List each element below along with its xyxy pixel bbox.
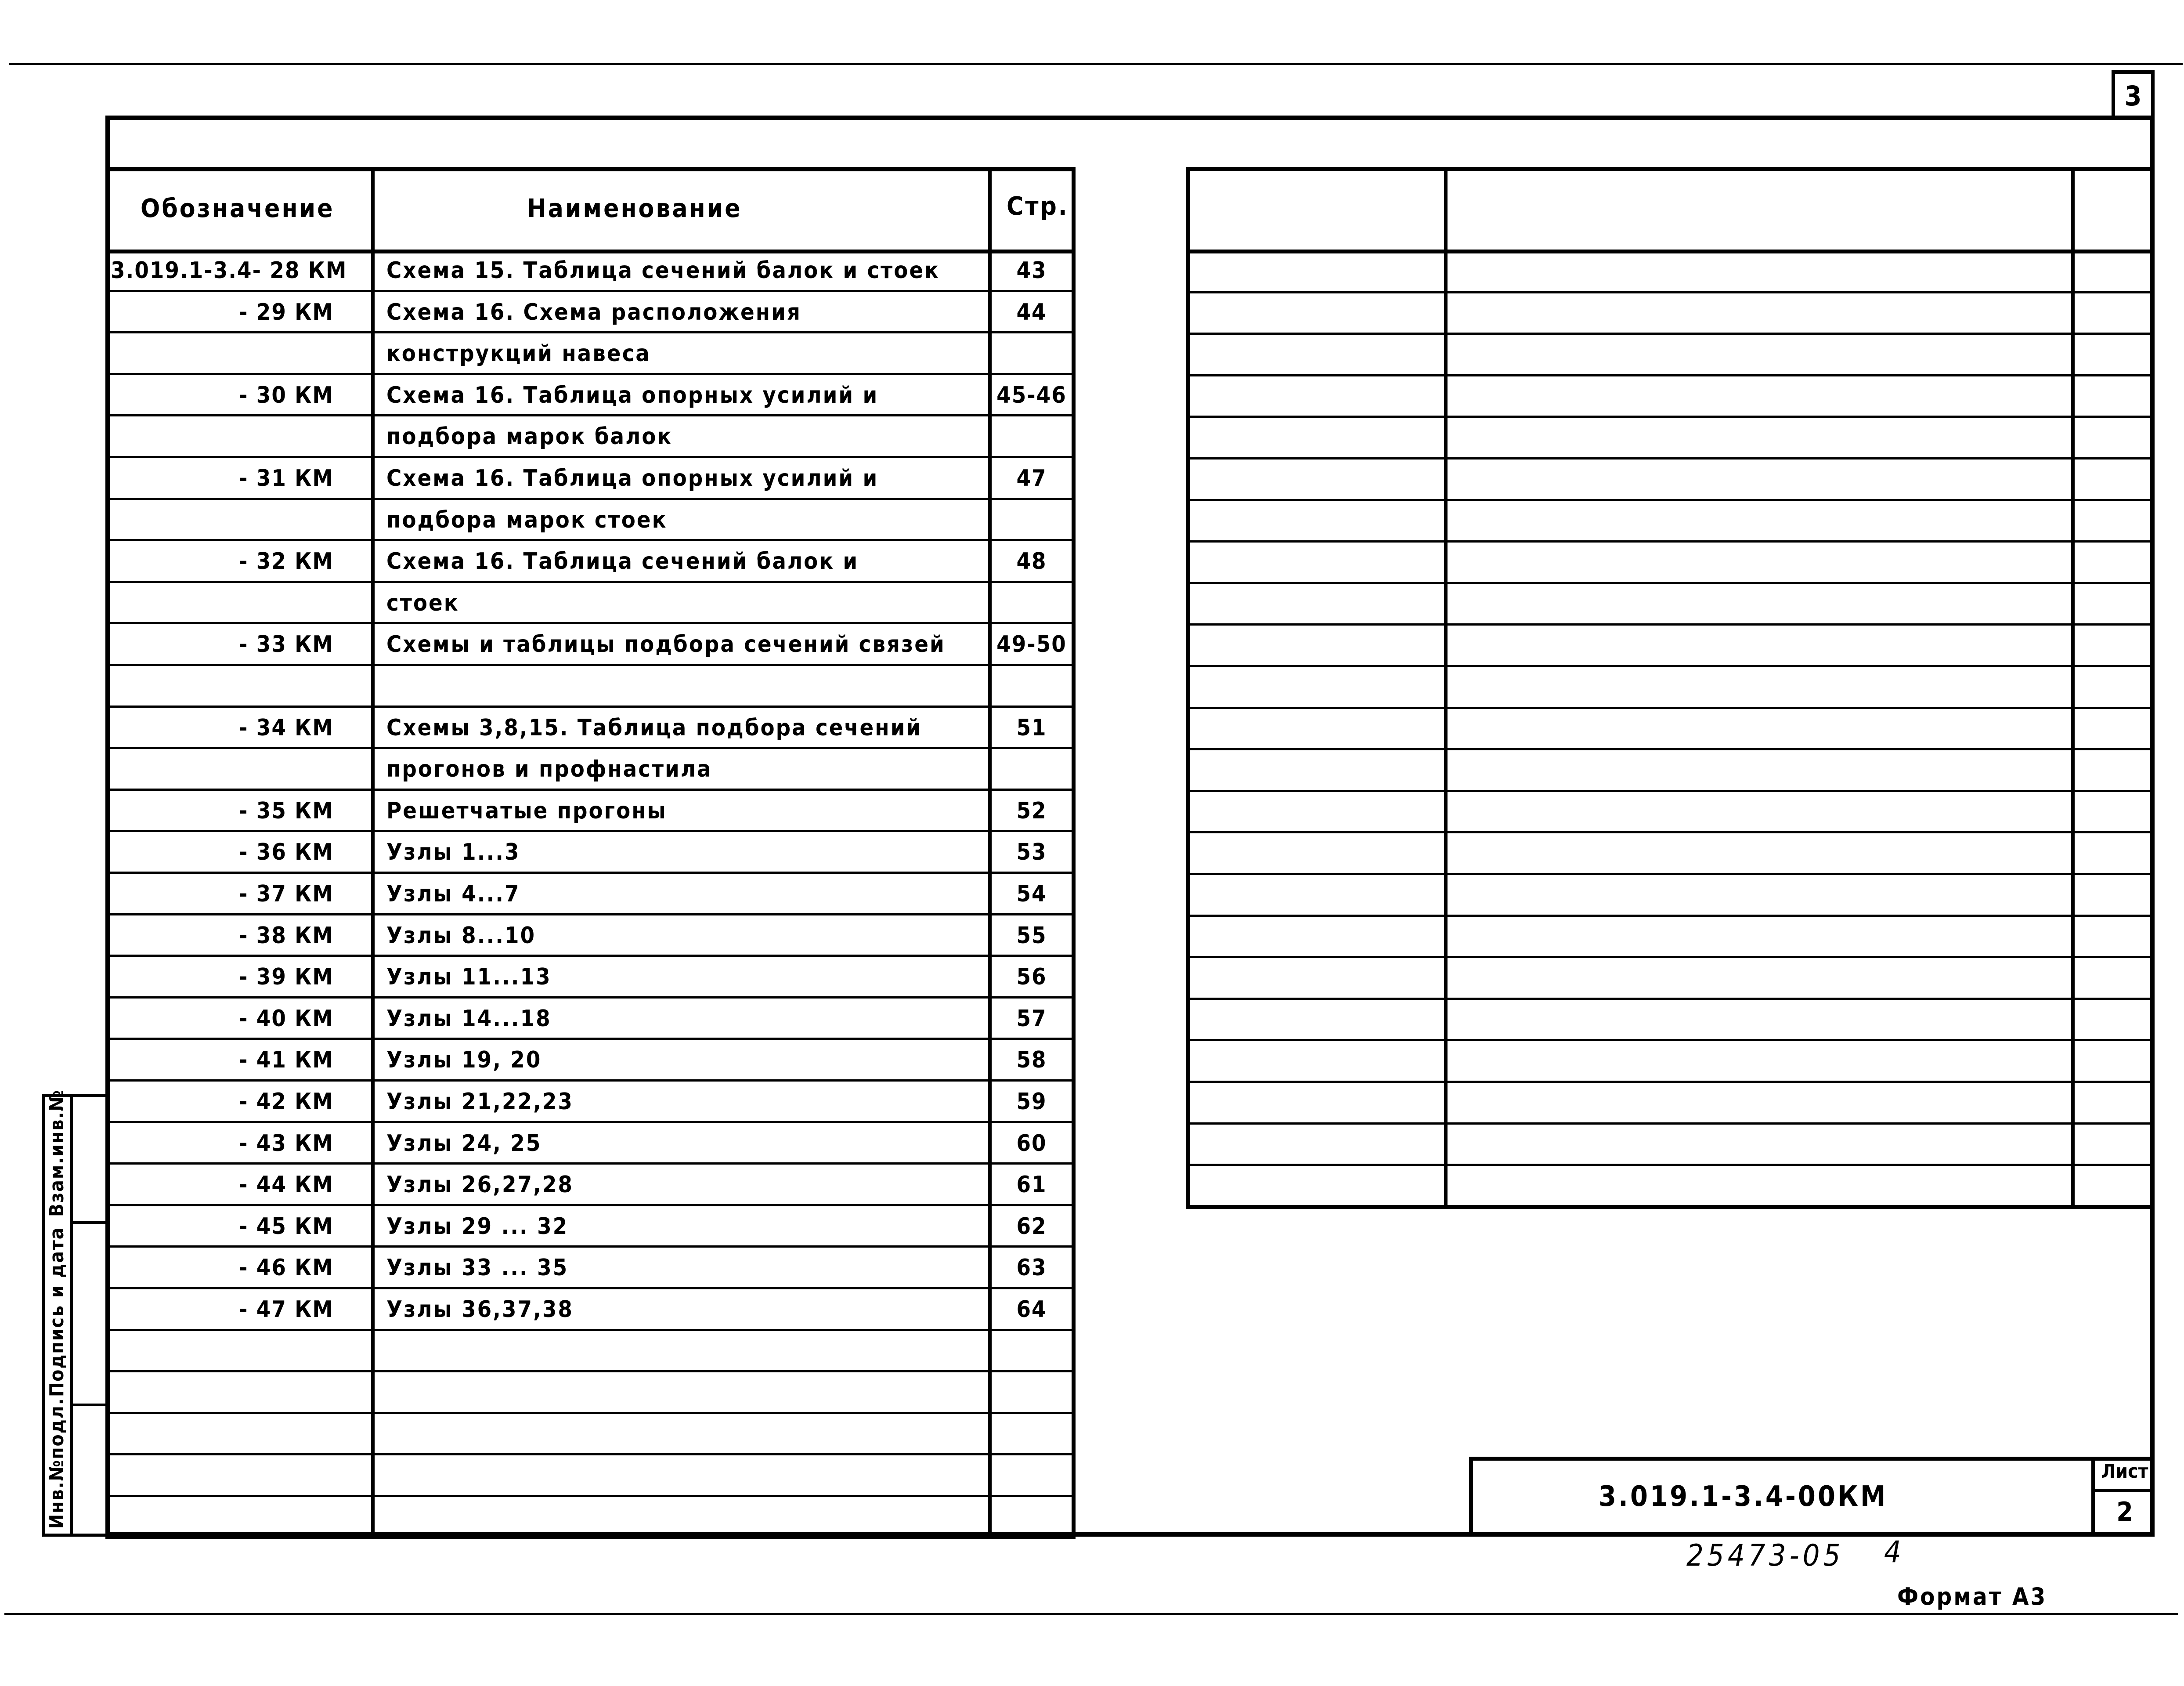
row-designation: - 32 КМ xyxy=(239,548,334,575)
row-name: Схемы 3,8,15. Таблица подбора сечений xyxy=(386,714,922,741)
row-name: Схема 15. Таблица сечений балок и стоек xyxy=(386,257,940,284)
header-designation: Обозначение xyxy=(141,193,335,223)
row-designation: - 39 КМ xyxy=(239,964,334,991)
row-page: 59 xyxy=(1016,1089,1047,1115)
row-name: Узлы 4...7 xyxy=(386,881,520,907)
row-page: 49-50 xyxy=(996,631,1067,658)
row-page: 51 xyxy=(1016,714,1047,741)
row-designation: - 44 КМ xyxy=(239,1172,334,1198)
row-page: 56 xyxy=(1016,964,1047,991)
row-name: Узлы 36,37,38 xyxy=(386,1296,574,1323)
row-designation: - 47 КМ xyxy=(239,1296,334,1323)
row-name: Узлы 19, 20 xyxy=(386,1047,542,1074)
doc-code: 3.019.1-3.4-00КМ xyxy=(1599,1480,1888,1513)
row-designation: - 43 КМ xyxy=(239,1130,334,1157)
header-page: Стр. xyxy=(1007,191,1069,221)
podpis-data-label: Подпись и дата xyxy=(46,1227,68,1397)
row-designation: - 35 КМ xyxy=(239,797,334,824)
sheet-number: 2 xyxy=(2116,1497,2133,1527)
row-name: Узлы 11...13 xyxy=(386,964,552,991)
row-designation: - 31 КМ xyxy=(239,465,334,492)
row-page: 48 xyxy=(1016,548,1047,575)
row-designation: - 37 КМ xyxy=(239,881,334,907)
handwritten-copy: 4 xyxy=(1884,1535,1901,1570)
row-name: прогонов и профнастила xyxy=(386,756,712,783)
row-designation: - 38 КМ xyxy=(239,922,334,949)
top-trim-line xyxy=(9,63,2183,65)
vzam-inv-label: Взам.инв.№ xyxy=(46,1089,68,1217)
row-designation: - 42 КМ xyxy=(239,1089,334,1115)
row-name: конструкций навеса xyxy=(386,340,651,367)
row-name: Узлы 24, 25 xyxy=(386,1130,542,1157)
row-designation: 3.019.1-3.4- 28 КМ xyxy=(111,257,347,284)
row-page: 47 xyxy=(1016,465,1047,492)
inv-podl-label: Инв.№подл. xyxy=(46,1397,68,1529)
sheet-label: Лист xyxy=(2101,1460,2148,1483)
row-page: 63 xyxy=(1016,1255,1047,1281)
row-page: 64 xyxy=(1016,1296,1047,1323)
corner-sheet-number: 3 xyxy=(2124,80,2142,112)
row-name: Узлы 8...10 xyxy=(386,922,536,949)
row-name: Схема 16. Таблица опорных усилий и xyxy=(386,382,879,409)
row-designation: - 45 КМ xyxy=(239,1213,334,1240)
header-name: Наименование xyxy=(527,193,742,223)
row-designation: - 41 КМ xyxy=(239,1047,334,1074)
row-page: 57 xyxy=(1016,1005,1047,1032)
row-designation: - 29 КМ xyxy=(239,299,334,326)
row-name: Схема 16. Таблица сечений балок и xyxy=(386,548,859,575)
row-designation: - 46 КМ xyxy=(239,1255,334,1281)
row-page: 53 xyxy=(1016,839,1047,866)
row-name: Решетчатые прогоны xyxy=(386,797,667,824)
row-name: Узлы 21,22,23 xyxy=(386,1089,574,1115)
row-page: 52 xyxy=(1016,797,1047,824)
row-name: Схема 16. Схема расположения xyxy=(386,299,801,326)
row-name: стоек xyxy=(386,590,459,616)
row-name: подбора марок стоек xyxy=(386,507,668,533)
row-name: подбора марок балок xyxy=(386,423,673,450)
row-page: 60 xyxy=(1016,1130,1047,1157)
row-name: Схемы и таблицы подбора сечений связей xyxy=(386,631,946,658)
row-page: 44 xyxy=(1016,299,1047,326)
row-name: Узлы 29 ... 32 xyxy=(386,1213,569,1240)
row-designation: - 36 КМ xyxy=(239,839,334,866)
row-page: 61 xyxy=(1016,1172,1047,1198)
row-name: Схема 16. Таблица опорных усилий и xyxy=(386,465,879,492)
row-name: Узлы 33 ... 35 xyxy=(386,1255,569,1281)
row-page: 43 xyxy=(1016,257,1047,284)
row-name: Узлы 1...3 xyxy=(386,839,520,866)
blank-table xyxy=(1186,167,2155,1209)
bottom-trim-line xyxy=(4,1613,2178,1615)
row-page: 45-46 xyxy=(996,382,1067,409)
row-designation: - 33 КМ xyxy=(239,631,334,658)
handwritten-number: 25473-05 xyxy=(1686,1538,1844,1573)
row-designation: - 30 КМ xyxy=(239,382,334,409)
row-name: Узлы 26,27,28 xyxy=(386,1172,574,1198)
format-label: Формат А3 xyxy=(1897,1583,2047,1610)
row-name: Узлы 14...18 xyxy=(386,1005,552,1032)
row-page: 54 xyxy=(1016,881,1047,907)
row-designation: - 34 КМ xyxy=(239,714,334,741)
row-page: 58 xyxy=(1016,1047,1047,1074)
row-page: 55 xyxy=(1016,922,1047,949)
row-designation: - 40 КМ xyxy=(239,1005,334,1032)
row-page: 62 xyxy=(1016,1213,1047,1240)
